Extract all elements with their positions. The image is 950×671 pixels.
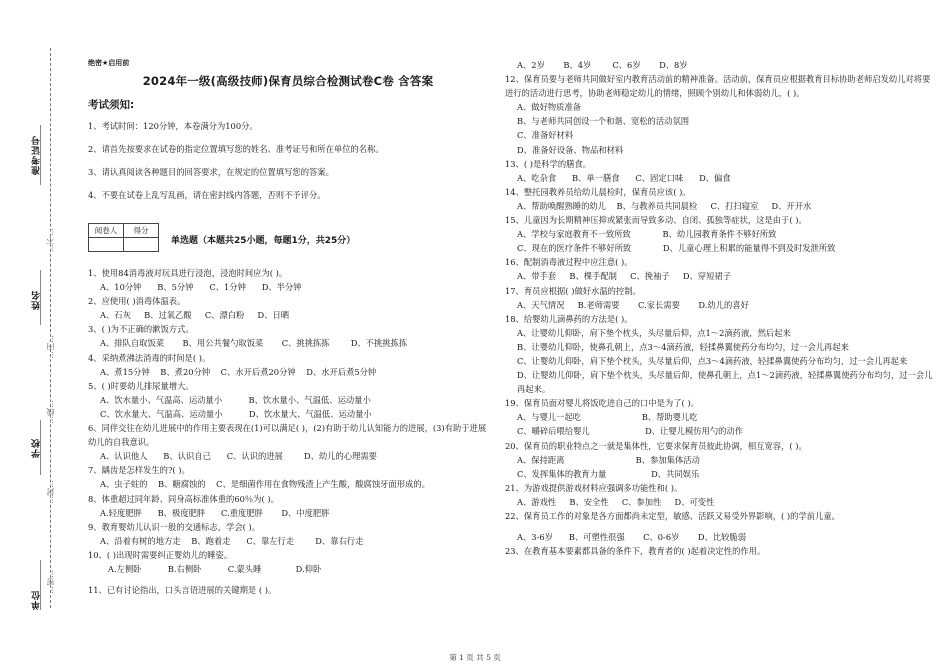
- spacer: [505, 523, 935, 530]
- question-text: 15、儿童因为长期精神压抑或紧张而导致多动、自闭、孤独等症状，这是由于( )。: [505, 215, 807, 226]
- question-text: 2、应使用( )消毒体温表。: [88, 296, 186, 307]
- question-options: C、发挥集体的教育力量 D、共同娱乐: [517, 468, 700, 479]
- question-text: 10、( )出现时需要纠正婴幼儿的睡姿。: [88, 549, 233, 560]
- margin-dash-text: …密…: [46, 570, 55, 594]
- score-table: [88, 223, 159, 252]
- question-text: 22、保育员工作的对象是各方面都尚未定型，敏感、活跃又易受外界影响，( )的学前儿童。: [505, 511, 840, 521]
- question-text: 7、龋齿是怎样发生的?( )。: [88, 465, 190, 476]
- question-options: A、游戏性 B、安全性 C、参加性 D、可变性: [517, 496, 715, 507]
- question-options: A、做好物质准备: [517, 102, 582, 113]
- margin-field-line: [40, 420, 41, 475]
- question-text: 16、配制消毒液过程中应注意( )。: [505, 257, 633, 268]
- question-options: A、石灰 B、过氧乙酸 C、漂白粉 D、日晒: [100, 310, 290, 321]
- question-options: D、让婴幼儿仰卧，肩下垫个枕头，头尽量后仰，使鼻孔朝上，点1～2滴药液，轻揉鼻翼使药分布均匀，过一会儿再起来。: [517, 370, 933, 395]
- section-title: 单选题（本题共25小题，每题1分，共25分）: [171, 236, 356, 246]
- question-text: 5、( )时要幼儿排尿量增大。: [88, 380, 194, 391]
- question-options: A、2岁 B、4岁 C、6岁 D、8岁: [517, 60, 688, 70]
- question-text: 12、保育员要与老师共同做好室内教育活动前的精神准备。活动前，保育员应根据教育目标协助老师启发幼儿对将要进行的活动进行思考，协助老师稳定幼儿的情绪，照顾个别幼儿和体弱幼儿，( )。: [505, 74, 931, 99]
- question-options: A、带手套 B、棵手配制 C、挽袖子 D、穿短裙子: [517, 271, 731, 282]
- score-section: [88, 212, 488, 252]
- binding-margin: [0, 0, 62, 671]
- seal-line: [50, 48, 51, 608]
- question-options: A、帮助唤醒熟睡的幼儿 B、与教养员共同晨检 C、打扫寝室 D、开开水: [517, 200, 812, 211]
- right-column: [505, 58, 935, 558]
- question-text: 11、已有讨论指出，口头言语进展的关键期是 ( )。: [88, 585, 277, 596]
- margin-field-line: [40, 560, 41, 610]
- margin-dash-text: …封…: [46, 480, 55, 504]
- question-options: A、让婴幼儿仰卧，肩下垫个枕头，头尽量后仰，点1～2滴药液，然后起来: [517, 327, 791, 338]
- question-text: 1、使用84消毒液对玩具进行浸泡，浸泡时间应为( )。: [88, 268, 288, 278]
- question-options: A、学校与家庭教育不一致所致 B、幼儿园教育条件不够好所致: [517, 229, 777, 240]
- question-options: A、保持距离 B、参加集体活动: [517, 454, 700, 465]
- instruction-item: 4、不要在试卷上乱写乱画，请在密封线内答题，否则不予评分。: [88, 190, 326, 200]
- question-text: 20、保育员的职业特点之一就是集体性，它要求保育员彼此协调，相互宽容，( )。: [505, 440, 807, 451]
- question-options: A、饮水量小、气温高、运动量小 B、饮水量小、气温低、运动量小: [100, 394, 371, 405]
- question-options: A、煮15分钟 B、煮20分钟 C、水开后煮20分钟 D、水开后煮5分钟: [100, 366, 377, 377]
- instruction-item: 2、请首先按要求在试卷的指定位置填写您的姓名、准考证号和所在单位的名称。: [88, 144, 384, 154]
- question-text: 18、给婴幼儿滴鼻药的方法是( )。: [505, 313, 633, 324]
- question-text: 8、体重超过同年龄、同身高标准体重的60％为( )。: [88, 493, 279, 504]
- page-title: 2024年一级(高级技师)保育员综合检测试卷C卷 含答案: [142, 74, 434, 88]
- question-text: 9、教育婴幼儿认识一般的交通标志，学会( )。: [88, 521, 261, 532]
- margin-dash-text: …线…: [46, 400, 55, 424]
- question-text: 4、采纳煮沸法消毒的时间是( )。: [88, 352, 211, 363]
- margin-label-exam-id: 准考证号: [32, 135, 42, 175]
- question-options: C、嚼碎后喂给婴儿 D、让婴儿模仿用勺的动作: [517, 426, 744, 437]
- instruction-item: 3、请认真阅读各种题目的回答要求，在规定的位置填写您的答案。: [88, 167, 334, 177]
- margin-label-unit: 单位: [32, 590, 42, 610]
- question-options: C、让婴幼儿仰卧，肩下垫个枕头，头尽量后仰，点3～4滴药液，轻揉鼻翼使药分布均匀，过一会儿再起来: [517, 355, 908, 366]
- question-options: D、准备好设备、物品和材料: [517, 144, 624, 155]
- question-options: C、现在的医疗条件不够好所致 D、儿童心理上积累的能量得不到及时发泄所致: [517, 243, 836, 254]
- question-options: A、虫子蛀的 B、糖腐蚀的 C、是细菌作用在食物残渣上产生酸，酸腐蚀牙面形成的。: [100, 479, 430, 490]
- margin-field-line: [40, 125, 41, 185]
- question-text: 3、( )为不正确的漱饭方式。: [88, 324, 194, 335]
- instructions-heading: 考试须知:: [88, 99, 135, 111]
- margin-label-school: 学校: [32, 438, 42, 458]
- question-options: A、10分钟 B、5分钟 C、1分钟 D、半分钟: [100, 282, 302, 293]
- question-list-right: [505, 58, 935, 558]
- left-column: [88, 58, 488, 597]
- question-options: C、饮水量大、气温高、运动量小 D、饮水量大、气温低、运动量小: [100, 408, 372, 419]
- margin-field-line: [40, 270, 41, 325]
- question-text: 13、( )是科学的膳食。: [505, 158, 592, 169]
- score-table-score: 得分: [124, 224, 159, 238]
- spacer: [88, 576, 488, 583]
- question-text: 14、整托园教养员给幼儿晨检时，保育员应该( )。: [505, 186, 691, 197]
- margin-label-name: 姓名: [32, 290, 42, 310]
- question-options: A、认识他人 B、认识自己 C、认识的进展 D、幼儿的心理需要: [100, 451, 377, 462]
- page-number: 第 1 页 共 5 页: [449, 653, 501, 662]
- question-text: 6、同伴交往在幼儿进展中的作用主要表现在(1)可以满足( )，(2)有助于幼儿认知能力的进展，(3)有助于进展幼儿的自我意识。: [88, 423, 487, 448]
- question-options: B、与老师共同创设一个和谐、宽松的活动氛围: [517, 116, 690, 127]
- question-options: C、准备好材料: [517, 130, 574, 141]
- question-options: A、排队自取饭菜 B、用公共餐勺取饭菜 C、挑挑拣拣 D、不挑挑拣拣: [100, 338, 408, 349]
- margin-dash-text: …内…: [46, 335, 55, 359]
- question-options: A、吃杂食 B、单一膳食 C、固定口味 D、偏食: [517, 172, 731, 183]
- question-list-left: [88, 266, 488, 597]
- score-table-cell[interactable]: [124, 238, 159, 252]
- score-table-cell[interactable]: [89, 238, 124, 252]
- question-options: A、天气情况 B.老师需要 C.家长需要 D.幼儿的喜好: [517, 299, 749, 310]
- question-options: A、沿着有树的地方走 B、跑着走 C、靠左行走 D、靠右行走: [100, 535, 364, 546]
- margin-dash-text: …不…: [46, 228, 55, 252]
- question-text: 21、为游戏提供游戏材料应强调多功能性和( )。: [505, 482, 683, 493]
- question-text: 19、保育员面对婴儿将饭吃进自己的口中是为了( )。: [505, 398, 699, 409]
- question-options: B、让婴幼儿仰卧，使鼻孔朝上，点3～4滴药液，轻揉鼻翼使药分布均匀，过一会儿再起来: [517, 341, 849, 352]
- score-table-reviewer: 阅卷人: [89, 224, 124, 238]
- instruction-item: 1、考试时间：120分钟，本卷满分为100分。: [88, 121, 258, 131]
- question-options: A.轻度肥胖 B、极度肥胖 C.重度肥胖 D、中度肥胖: [100, 507, 330, 518]
- question-text: 17、育员应根据( )做好水温的控制。: [505, 285, 641, 296]
- question-options: A、与婴儿一起吃 B、帮助婴儿吃: [517, 412, 698, 423]
- secret-label: 绝密★启用前: [88, 59, 130, 67]
- question-options: A.左侧卧 B.右侧卧 C.蒙头睡 D.仰卧: [100, 563, 322, 574]
- question-text: 23、在教育基本要素都具备的条件下，教育者的( )起着决定性的作用。: [505, 546, 766, 557]
- question-options: A、3-6岁 B、可塑性很强 C、0-6岁 D、比较脆弱: [517, 532, 747, 543]
